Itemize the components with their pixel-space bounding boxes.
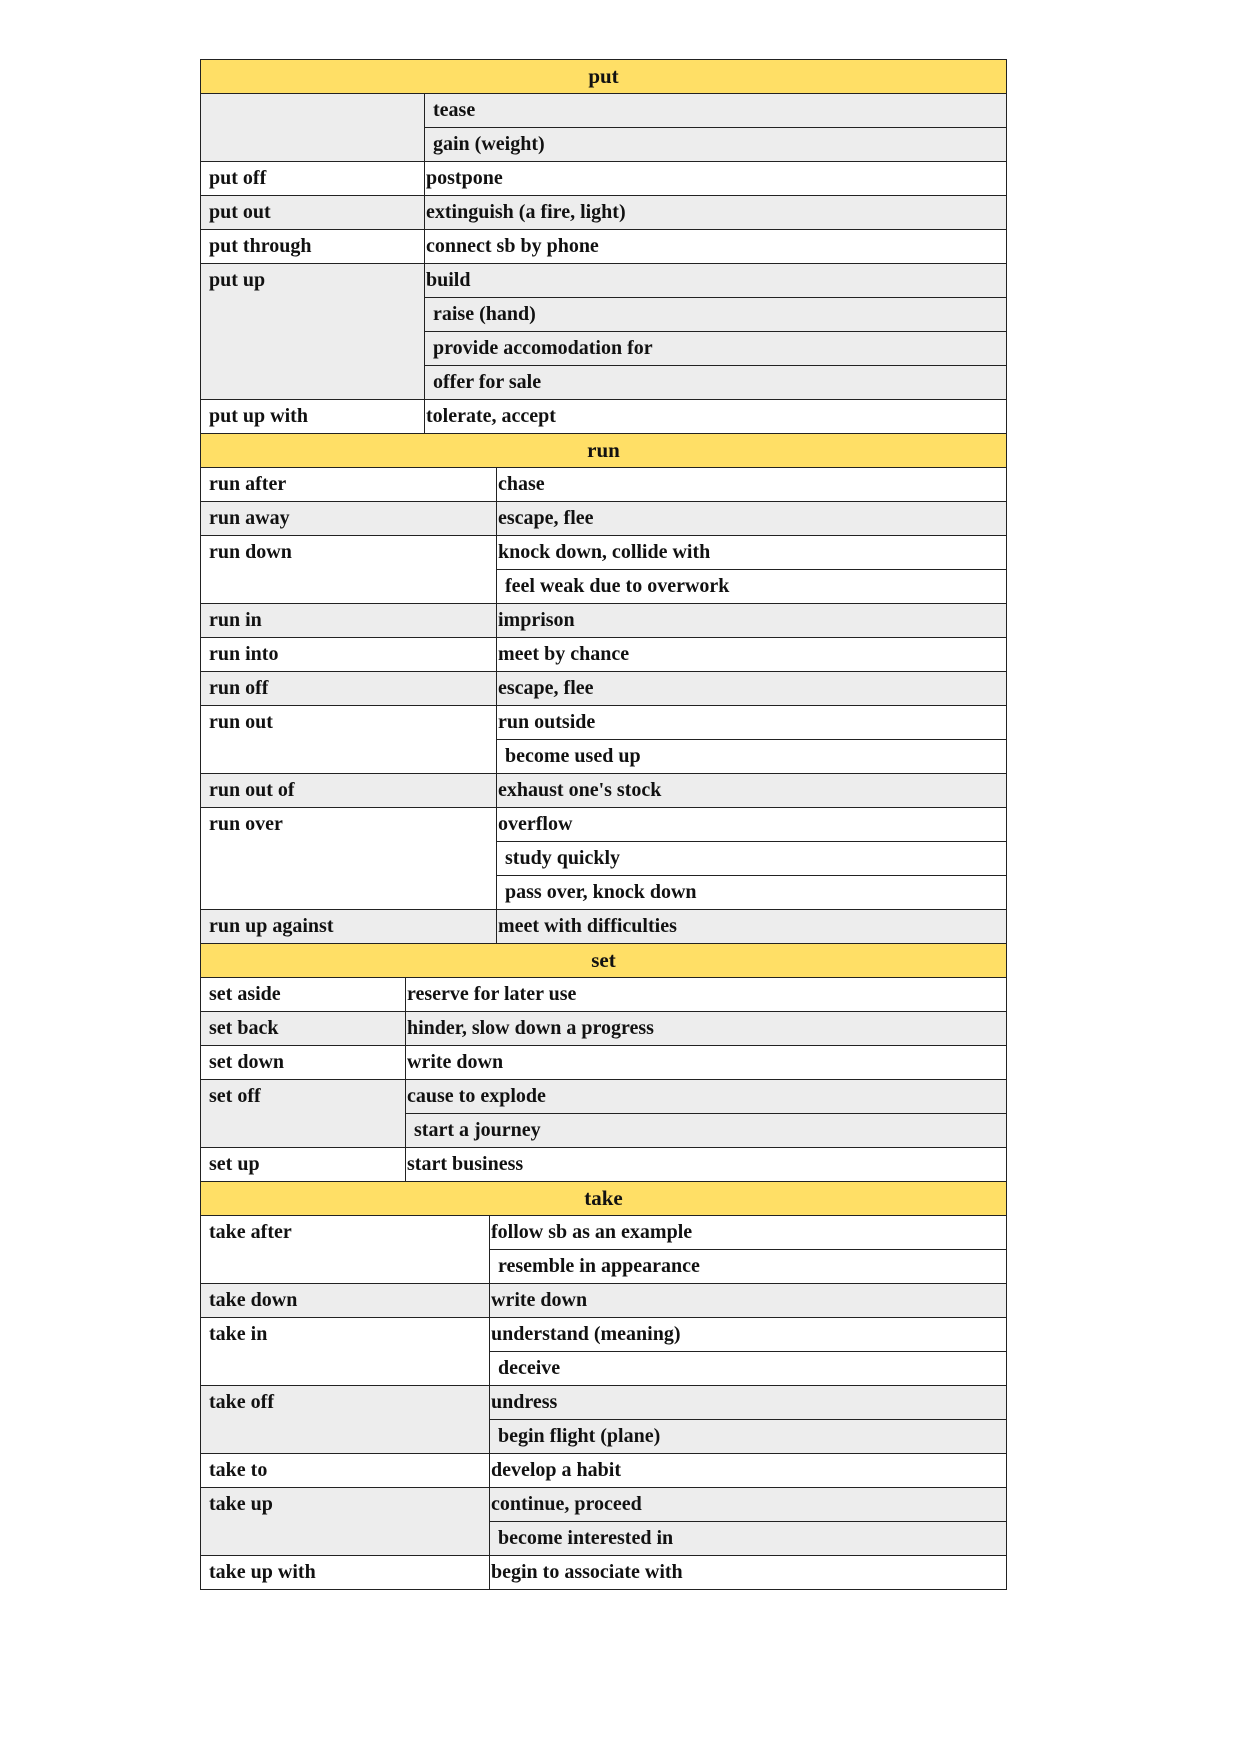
table-row <box>201 1556 1006 1589</box>
definition: tolerate, accept <box>425 400 1006 433</box>
phrasal-verb-cell: put through <box>201 230 425 263</box>
definition: deceive <box>490 1352 1006 1385</box>
definitions-cell <box>497 638 1006 671</box>
table-row <box>201 502 1006 536</box>
phrasal-verb-cell: take after <box>201 1216 490 1283</box>
phrasal-verbs-table <box>200 59 1007 1590</box>
definition: tease <box>425 94 1006 128</box>
definitions-cell <box>490 1454 1006 1487</box>
phrasal-verb-cell: set aside <box>201 978 406 1011</box>
table-row <box>201 1488 1006 1556</box>
definition: gain (weight) <box>425 128 1006 161</box>
definitions-cell <box>406 1012 1006 1045</box>
definitions-cell <box>490 1318 1006 1385</box>
definitions-cell <box>497 468 1006 501</box>
definition: start a journey <box>406 1114 1006 1147</box>
definition: exhaust one's stock <box>497 774 1006 807</box>
table-row <box>201 1080 1006 1148</box>
table-row <box>201 1318 1006 1386</box>
phrasal-verb-cell: run into <box>201 638 497 671</box>
phrasal-verb-cell: put out <box>201 196 425 229</box>
table-row <box>201 162 1006 196</box>
table-row <box>201 264 1006 400</box>
definitions-cell <box>497 604 1006 637</box>
table-row <box>201 1012 1006 1046</box>
definition: offer for sale <box>425 366 1006 399</box>
table-row <box>201 978 1006 1012</box>
definitions-cell <box>497 774 1006 807</box>
table-row <box>201 638 1006 672</box>
definition: write down <box>490 1284 1006 1317</box>
phrasal-verb-cell: put up <box>201 264 425 399</box>
phrasal-verb-cell: take to <box>201 1454 490 1487</box>
table-row <box>201 604 1006 638</box>
definitions-cell <box>425 400 1006 433</box>
phrasal-verb-cell: run in <box>201 604 497 637</box>
table-row <box>201 1148 1006 1181</box>
verb-group-run <box>200 434 1007 944</box>
definition: become interested in <box>490 1522 1006 1555</box>
definition: reserve for later use <box>406 978 1006 1011</box>
definition: become used up <box>497 740 1006 773</box>
definitions-cell <box>497 706 1006 773</box>
definitions-cell <box>490 1216 1006 1283</box>
table-row <box>201 1046 1006 1080</box>
group-header: set <box>201 944 1006 978</box>
definitions-cell <box>490 1284 1006 1317</box>
group-header: take <box>201 1182 1006 1216</box>
table-row <box>201 1454 1006 1488</box>
definition: knock down, collide with <box>497 536 1006 570</box>
definitions-cell <box>425 264 1006 399</box>
definition: extinguish (a fire, light) <box>425 196 1006 229</box>
phrasal-verb-cell: take down <box>201 1284 490 1317</box>
definition: hinder, slow down a progress <box>406 1012 1006 1045</box>
table-row <box>201 1386 1006 1454</box>
phrasal-verb-cell: run away <box>201 502 497 535</box>
definitions-cell <box>490 1488 1006 1555</box>
definitions-cell <box>406 1046 1006 1079</box>
definition: provide accomodation for <box>425 332 1006 366</box>
definition: study quickly <box>497 842 1006 876</box>
phrasal-verb-cell: set down <box>201 1046 406 1079</box>
definitions-cell <box>425 196 1006 229</box>
table-row <box>201 196 1006 230</box>
table-row <box>201 400 1006 433</box>
phrasal-verb-cell: run out of <box>201 774 497 807</box>
table-row <box>201 536 1006 604</box>
definition: postpone <box>425 162 1006 195</box>
table-row <box>201 808 1006 910</box>
phrasal-verb-cell: set up <box>201 1148 406 1181</box>
definition: understand (meaning) <box>490 1318 1006 1352</box>
phrasal-verb-cell: run down <box>201 536 497 603</box>
definition: continue, proceed <box>490 1488 1006 1522</box>
definitions-cell <box>497 910 1006 943</box>
phrasal-verb-cell: take off <box>201 1386 490 1453</box>
definition: feel weak due to overwork <box>497 570 1006 603</box>
definition: meet by chance <box>497 638 1006 671</box>
definition: cause to explode <box>406 1080 1006 1114</box>
definition: develop a habit <box>490 1454 1006 1487</box>
definition: follow sb as an example <box>490 1216 1006 1250</box>
definitions-cell <box>406 1148 1006 1181</box>
table-row <box>201 468 1006 502</box>
verb-group-put <box>200 59 1007 434</box>
definitions-cell <box>406 978 1006 1011</box>
definitions-cell <box>406 1080 1006 1147</box>
definitions-cell <box>497 808 1006 909</box>
definitions-cell <box>425 162 1006 195</box>
phrasal-verb-cell: set off <box>201 1080 406 1147</box>
definition: imprison <box>497 604 1006 637</box>
phrasal-verb-cell: set back <box>201 1012 406 1045</box>
definition: undress <box>490 1386 1006 1420</box>
phrasal-verb-cell: take in <box>201 1318 490 1385</box>
definitions-cell <box>497 672 1006 705</box>
definitions-cell <box>497 502 1006 535</box>
definition: start business <box>406 1148 1006 1181</box>
definitions-cell <box>497 536 1006 603</box>
definition: run outside <box>497 706 1006 740</box>
definition: pass over, knock down <box>497 876 1006 909</box>
phrasal-verb-cell: take up <box>201 1488 490 1555</box>
definition: escape, flee <box>497 502 1006 535</box>
group-header: run <box>201 434 1006 468</box>
definition: raise (hand) <box>425 298 1006 332</box>
definition: meet with difficulties <box>497 910 1006 943</box>
definitions-cell <box>490 1386 1006 1453</box>
definitions-cell <box>425 230 1006 263</box>
phrasal-verb-cell: take up with <box>201 1556 490 1589</box>
definition: escape, flee <box>497 672 1006 705</box>
phrasal-verb-cell: put up with <box>201 400 425 433</box>
table-row <box>201 774 1006 808</box>
definition: build <box>425 264 1006 298</box>
table-row <box>201 910 1006 943</box>
phrasal-verb-cell: run over <box>201 808 497 909</box>
definition: begin to associate with <box>490 1556 1006 1589</box>
table-row <box>201 672 1006 706</box>
phrasal-verb-cell: run after <box>201 468 497 501</box>
table-row <box>201 706 1006 774</box>
definition: begin flight (plane) <box>490 1420 1006 1453</box>
definition: overflow <box>497 808 1006 842</box>
group-header: put <box>201 60 1006 94</box>
definition: connect sb by phone <box>425 230 1006 263</box>
verb-group-take <box>200 1182 1007 1590</box>
phrasal-verb-cell: run off <box>201 672 497 705</box>
phrasal-verb-cell: run out <box>201 706 497 773</box>
definition: resemble in appearance <box>490 1250 1006 1283</box>
table-row <box>201 230 1006 264</box>
definition: chase <box>497 468 1006 501</box>
definitions-cell <box>425 94 1006 161</box>
phrasal-verb-cell: run up against <box>201 910 497 943</box>
table-row <box>201 94 1006 162</box>
table-row <box>201 1284 1006 1318</box>
phrasal-verb-cell: put off <box>201 162 425 195</box>
verb-group-set <box>200 944 1007 1182</box>
definition: write down <box>406 1046 1006 1079</box>
phrasal-verb-cell <box>201 94 425 161</box>
definitions-cell <box>490 1556 1006 1589</box>
table-row <box>201 1216 1006 1284</box>
